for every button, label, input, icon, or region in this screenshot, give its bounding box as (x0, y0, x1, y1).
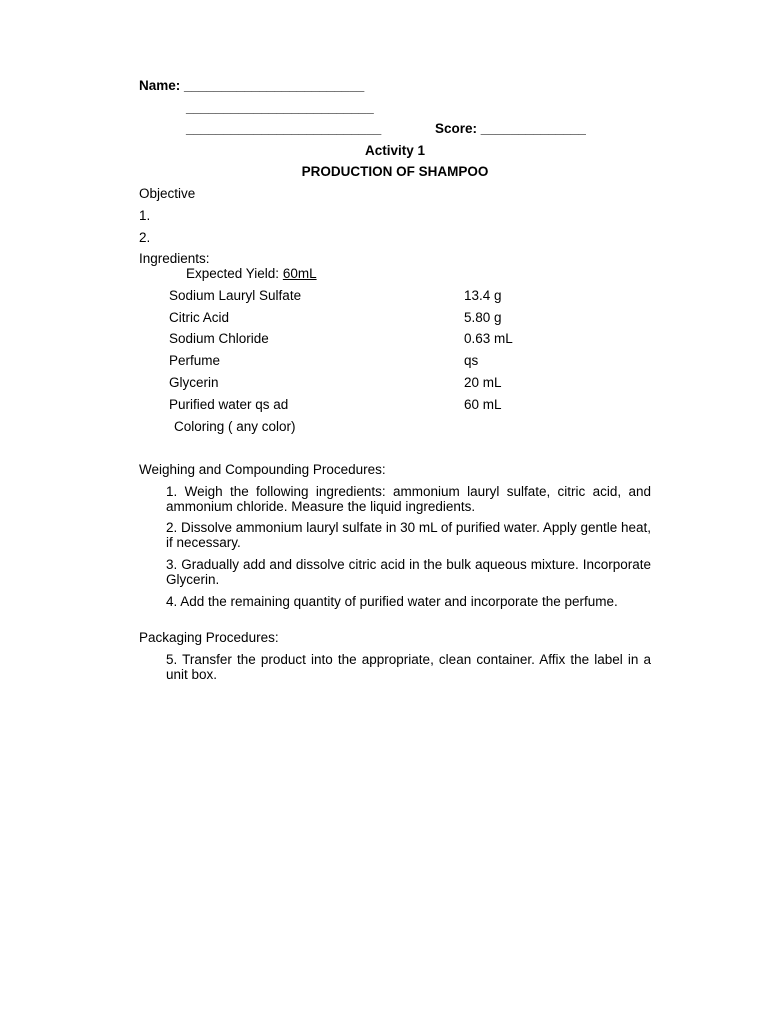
procedure-step: 4. Add the remaining quantity of purified water and incorporate the perfume. (166, 594, 618, 609)
ingredient-amount: 20 mL (464, 375, 502, 390)
name-row-1 (139, 78, 364, 93)
procedure-step: 2. Dissolve ammonium lauryl sulfate in 30 mL of purified water. Apply gentle heat, if necessary. (166, 520, 651, 550)
ingredient-amount: 60 mL (464, 397, 502, 412)
score-row (435, 121, 586, 136)
procedure-step: 1. Weigh the following ingredients: ammonium lauryl sulfate, citric acid, and ammonium chloride. Measure the liquid ingredients. (166, 484, 651, 514)
objective-item-1: 1. (139, 208, 151, 223)
ingredient-amount: 5.80 g (464, 310, 502, 325)
procedures-heading: Weighing and Compounding Procedures: (139, 462, 386, 477)
name-line-3: __________________________ (186, 121, 382, 136)
ingredient-name: Glycerin (169, 375, 219, 390)
name-line-2: _________________________ (186, 100, 374, 115)
expected-yield (186, 266, 317, 281)
objective-heading: Objective (139, 186, 196, 201)
ingredient-amount: qs (464, 353, 479, 368)
ingredient-name: Purified water qs ad (169, 397, 289, 412)
score-label: Score: (435, 121, 481, 136)
packaging-step: 5. Transfer the product into the appropriate, clean container. Affix the label in a unit box. (166, 652, 651, 682)
name-label: Name: (139, 78, 185, 93)
ingredient-amount: 0.63 mL (464, 331, 513, 346)
procedure-step: 3. Gradually add and dissolve citric acid in the bulk aqueous mixture. Incorporate Glycerin. (166, 557, 651, 587)
ingredient-name: Sodium Lauryl Sulfate (169, 288, 302, 303)
ingredient-name: Citric Acid (169, 310, 230, 325)
score-line: ______________ (480, 121, 586, 136)
page-title: PRODUCTION OF SHAMPOO (301, 164, 489, 179)
ingredient-name: Coloring ( any color) (174, 419, 296, 434)
packaging-heading: Packaging Procedures: (139, 630, 279, 645)
yield-value: 60mL (282, 266, 317, 281)
name-line-1: ________________________ (184, 78, 365, 93)
ingredient-name: Perfume (169, 353, 221, 368)
ingredient-amount: 13.4 g (464, 288, 502, 303)
ingredient-name: Sodium Chloride (169, 331, 269, 346)
ingredients-heading: Ingredients: (139, 251, 210, 266)
activity-number: Activity 1 (364, 143, 426, 158)
yield-label: Expected Yield: (186, 266, 283, 281)
objective-item-2: 2. (139, 230, 151, 245)
